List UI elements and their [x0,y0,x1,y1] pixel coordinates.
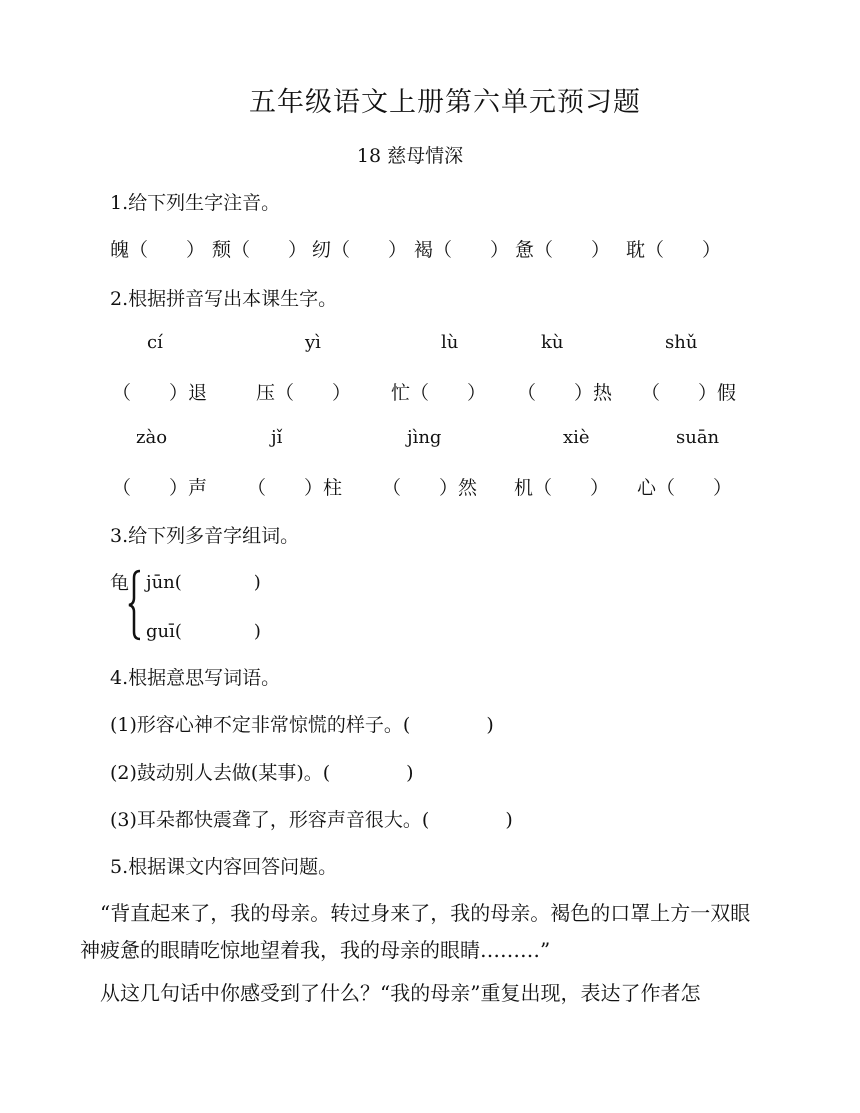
q4-item: (2)鼓动别人去做(某事)。( ) [110,762,414,784]
char-blank: （ ）柱 [247,477,343,499]
pinyin: zào [136,427,168,448]
pinyin: jǐ [271,427,283,448]
q1-heading: 1.给下列生字注音。 [110,192,281,214]
pinyin: suān [676,427,720,448]
pinyin: jìng [407,427,442,448]
polyphone-char: 龟 [110,572,130,594]
char-blank: 机（ ） [514,477,610,499]
q5-heading: 5.根据课文内容回答问题。 [110,856,338,878]
reading-gui: guī( ) [146,621,261,642]
brace-icon [128,568,144,642]
reading-jun: jūn( ) [146,572,261,593]
q1-item: 耽（ ） [626,239,722,261]
page-title: 五年级语文上册第六单元预习题 [249,87,641,118]
pinyin: xiè [563,427,590,448]
char-blank: （ ）然 [382,477,478,499]
q2-heading: 2.根据拼音写出本课生字。 [110,288,338,310]
pinyin: lù [441,332,459,353]
q1-item: 魄（ ） [110,239,206,261]
pinyin: shǔ [665,332,698,353]
q1-item: 褐（ ） [414,239,510,261]
pinyin: yì [305,332,321,353]
lesson-title: 18 慈母情深 [356,145,464,167]
q1-item: 惫（ ） [515,239,611,261]
char-blank: （ ）声 [112,477,208,499]
pinyin: kù [541,332,564,353]
q4-heading: 4.根据意思写词语。 [110,667,281,689]
char-blank: 压（ ） [256,382,352,404]
q4-item: (1)形容心神不定非常惊慌的样子。( ) [110,714,494,736]
question-paragraph: 从这几句话中你感受到了什么？“我的母亲”重复出现，表达了作者怎 [80,981,701,1005]
q3-heading: 3.给下列多音字组词。 [110,525,300,547]
char-blank: 忙（ ） [391,382,487,404]
char-blank: （ ）假 [641,382,737,404]
q4-item: (3)耳朵都快震聋了，形容声音很大。( ) [110,809,513,831]
q1-item: 颓（ ） [212,239,308,261]
pinyin: cí [147,332,163,353]
char-blank: （ ）退 [112,382,208,404]
q1-item: 纫（ ） [312,239,408,261]
quote-paragraph: “背直起来了，我的母亲。转过身来了，我的母亲。褐色的口罩上方一双眼神疲惫的眼睛吃惊地望着我，我的母亲的眼睛………” [80,901,751,962]
char-blank: 心（ ） [637,477,733,499]
char-blank: （ ）热 [517,382,613,404]
